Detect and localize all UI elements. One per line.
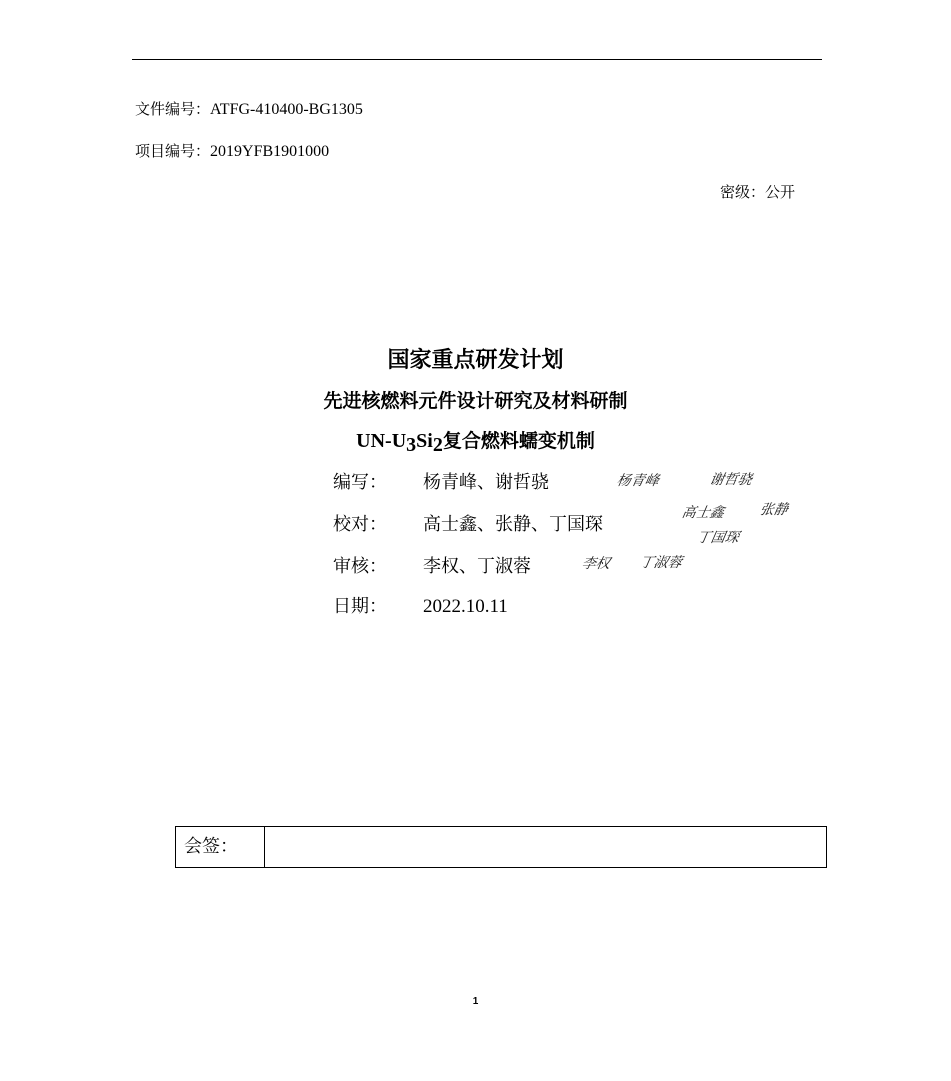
doc-number-label: 文件编号： [135, 100, 211, 118]
author-value: 杨青峰、谢哲骁 [423, 472, 549, 493]
checker-signature-3: 丁国琛 [695, 530, 741, 546]
reviewer-value: 李权、丁淑蓉 [423, 556, 531, 577]
report-title-suffix: 复合燃料蠕变机制 [442, 430, 595, 452]
checker-value: 高士鑫、张静、丁国琛 [423, 514, 603, 535]
author-signature-1: 杨青峰 [615, 473, 661, 489]
project-number [135, 140, 329, 161]
checker-label: 校对： [333, 514, 387, 535]
doc-number [135, 98, 363, 119]
doc-number-value: ATFG-410400-BG1305 [210, 101, 363, 118]
reviewer-signature-2: 丁淑蓉 [638, 555, 684, 571]
author-label: 编写： [333, 472, 387, 493]
author-signature-2: 谢哲骁 [708, 472, 754, 488]
secrecy-level [720, 181, 795, 202]
countersign-table [175, 826, 827, 868]
secrecy-value: 公开 [765, 183, 796, 201]
report-title-prefix: UN-U [356, 430, 407, 452]
date-value: 2022.10.11 [423, 596, 508, 617]
checker-signature-2: 张静 [758, 502, 790, 518]
countersign-field [265, 827, 826, 867]
reviewer-row [333, 552, 531, 578]
author-row [333, 468, 549, 494]
reviewer-label: 审核： [333, 556, 387, 577]
project-number-value: 2019YFB1901000 [210, 143, 330, 160]
page-number: 1 [472, 996, 479, 1007]
date-label: 日期： [333, 596, 387, 617]
checker-signature-1: 高士鑫 [680, 505, 726, 521]
report-title-sub2: 2 [432, 434, 443, 456]
project-title: 先进核燃料元件设计研究及材料研制 [323, 390, 628, 412]
project-number-label: 项目编号： [135, 142, 211, 160]
report-title-sub1: 3 [406, 434, 417, 456]
countersign-label: 会签： [176, 827, 265, 867]
checker-row [333, 510, 603, 536]
report-title-mid: Si [416, 430, 433, 452]
program-title: 国家重点研发计划 [387, 348, 564, 373]
date-row [333, 592, 508, 618]
report-title [0, 426, 951, 457]
header-rule [132, 59, 822, 60]
secrecy-label: 密级： [720, 183, 766, 201]
reviewer-signature-1: 李权 [580, 556, 612, 572]
